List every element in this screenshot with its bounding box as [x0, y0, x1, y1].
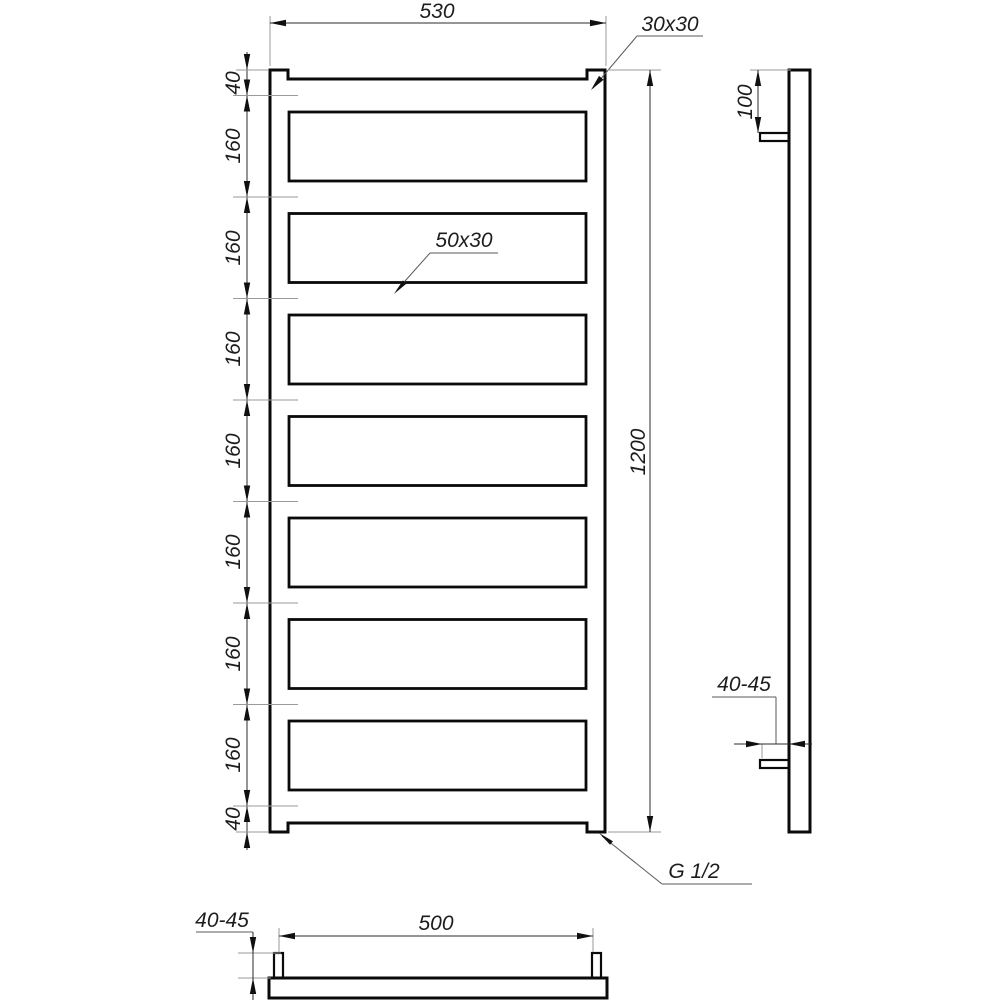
wall-bracket-bottom — [760, 760, 789, 768]
arrowhead — [279, 933, 295, 939]
arrowhead — [244, 96, 250, 112]
arrowhead — [599, 833, 613, 845]
dim-label-span: 500 — [418, 912, 454, 935]
arrowhead — [746, 741, 762, 747]
chain-dim-label: 160 — [222, 128, 245, 164]
arrowhead — [244, 400, 250, 416]
side-profile-bar — [789, 70, 810, 832]
corner-profile-label: 30x30 — [641, 13, 699, 36]
wall-bracket-top — [760, 133, 789, 141]
dim-side-100 — [734, 70, 791, 133]
rung-profile-label: 50x30 — [435, 229, 493, 252]
chain-dim-label: 160 — [222, 433, 245, 469]
arrowhead — [244, 502, 250, 518]
dim-label-side-clearance: 40-45 — [717, 673, 771, 696]
dim-label-width: 530 — [419, 0, 455, 23]
arrowhead — [244, 486, 250, 502]
arrowhead — [590, 20, 606, 26]
arrowhead — [244, 384, 250, 400]
rung-opening — [289, 315, 586, 384]
rung-opening — [289, 112, 586, 181]
chain-dim-label: 40 — [222, 71, 245, 95]
dim-width-530 — [270, 0, 606, 66]
callout-corner-profile — [591, 13, 703, 90]
chain-dim-label: 160 — [222, 534, 245, 570]
arrowhead — [244, 705, 250, 721]
dim-label-bracket-offset: 100 — [734, 84, 757, 120]
dim-bottom-500 — [279, 912, 593, 952]
arrowhead — [244, 181, 250, 197]
chain-dim-label: 160 — [222, 230, 245, 266]
chain-dim-label: 40 — [222, 807, 245, 831]
arrowhead — [244, 603, 250, 619]
arrowhead — [250, 978, 256, 994]
rung-opening — [289, 721, 586, 790]
arrowhead — [244, 54, 250, 70]
rung-opening — [289, 417, 586, 486]
connection-stub-left — [274, 953, 283, 978]
arrowhead — [755, 70, 761, 86]
dim-label-height: 1200 — [627, 428, 650, 476]
dim-label-bottom-clearance: 40-45 — [195, 909, 249, 932]
arrowhead — [244, 832, 250, 848]
thread-label: G 1/2 — [668, 860, 720, 883]
bottom-view — [269, 953, 607, 998]
connection-stub-right — [592, 953, 601, 978]
chain-dim-label: 160 — [222, 636, 245, 672]
chain-dim-label: 160 — [222, 737, 245, 773]
arrowhead — [577, 933, 593, 939]
arrowhead — [244, 299, 250, 315]
arrowhead — [270, 20, 286, 26]
front-view — [270, 70, 605, 832]
arrowhead — [647, 816, 653, 832]
arrowhead — [244, 197, 250, 213]
rung-opening — [289, 518, 586, 587]
top-profile-bar — [269, 978, 607, 998]
side-view — [760, 70, 810, 832]
dim-height-1200 — [608, 70, 661, 832]
arrowhead — [250, 937, 256, 953]
rung-opening — [289, 620, 586, 689]
arrowhead — [244, 790, 250, 806]
arrowhead — [244, 283, 250, 299]
callout-thread — [599, 833, 752, 884]
arrowhead — [244, 587, 250, 603]
arrowhead — [647, 70, 653, 86]
arrowhead — [244, 689, 250, 705]
chain-dim-label: 160 — [222, 331, 245, 367]
